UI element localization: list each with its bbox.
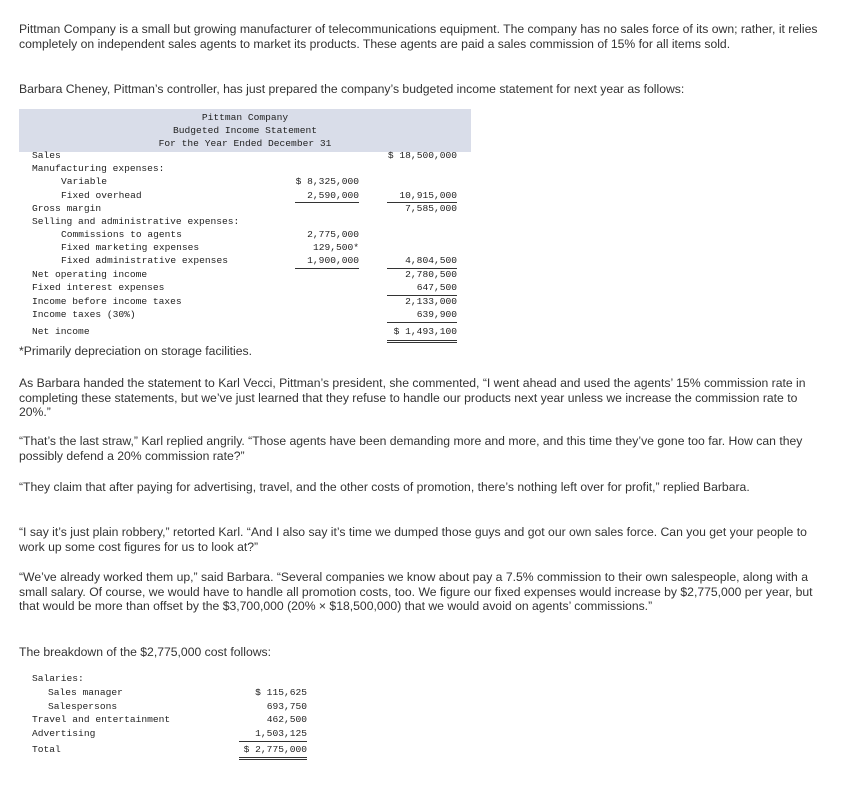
statement-row-detail-amount: 129,500* [312, 242, 359, 253]
statement-row [19, 229, 471, 242]
statement-row [19, 309, 471, 322]
statement-row-label: Selling and administrative expenses: [32, 216, 240, 227]
breakdown-row-label: Total [32, 744, 61, 755]
statement-row-total-amount: 7,585,000 [405, 203, 457, 214]
statement-row [19, 176, 471, 189]
breakdown-row [25, 673, 325, 686]
underline-selling-admin-total [387, 268, 457, 269]
statement-row [19, 255, 471, 268]
statement-row [19, 326, 471, 339]
underline-manufacturing-total [387, 202, 457, 203]
statement-row-detail-amount: 2,775,000 [307, 229, 359, 240]
breakdown-row-label: Sales manager [48, 687, 123, 698]
double-underline-net-income [387, 340, 457, 343]
statement-row-label: Manufacturing expenses: [32, 163, 165, 174]
statement-row-label: Net operating income [32, 269, 148, 280]
dialogue-paragraph-3: “They claim that after paying for advertising, travel, and the other costs of promotion, there’s nothing left over for profit,” replied Barbara. [19, 480, 750, 494]
underline-fixed-overhead [295, 202, 359, 203]
statement-row [19, 216, 471, 229]
breakdown-row-label: Salaries: [32, 673, 84, 684]
intro-paragraph-2: Barbara Cheney, Pittman’s controller, has just prepared the company’s budgeted income statement for next year as follows: [19, 82, 685, 96]
statement-row-label: Fixed overhead [61, 190, 142, 201]
breakdown-row-amount: 1,503,125 [255, 728, 307, 739]
statement-header [19, 109, 471, 152]
statement-row-total-amount: 639,900 [416, 309, 457, 320]
dialogue-paragraph-1: As Barbara handed the statement to Karl Vecci, Pittman’s president, she commented, “I went ahead and used the agents’ 15% commission rate in completing these statements, but we’ve just learned that they refuse to handle our products next year unless we increase the commission rate to 20%.” [19, 376, 806, 420]
breakdown-row [25, 714, 325, 727]
statement-row-label: Income taxes (30%) [32, 309, 136, 320]
underline-taxes [387, 322, 457, 323]
statement-row-total-amount: 2,133,000 [405, 296, 457, 307]
statement-row-detail-amount: 2,590,000 [307, 190, 359, 201]
statement-row-label: Fixed administrative expenses [61, 255, 228, 266]
statement-row-total-amount: $ 18,500,000 [387, 150, 457, 161]
intro-paragraph-1: Pittman Company is a small but growing manufacturer of telecommunications equipment. The company has no sales force of its own; rather, it relies completely on independent sales agents to market its products. These agents are paid a sales commission of 15% for all items sold. [19, 22, 818, 51]
statement-row-total-amount: 4,804,500 [405, 255, 457, 266]
breakdown-row-amount: $ 2,775,000 [243, 744, 307, 755]
statement-row [19, 203, 471, 216]
breakdown-row [25, 687, 325, 700]
statement-row-label: Sales [32, 150, 61, 161]
underline-interest [387, 295, 457, 296]
statement-row [19, 282, 471, 295]
statement-row [19, 242, 471, 255]
breakdown-row-label: Advertising [32, 728, 96, 739]
breakdown-row-label: Travel and entertainment [32, 714, 171, 725]
breakdown-row-label: Salespersons [48, 701, 118, 712]
underline-advertising [239, 741, 307, 742]
statement-title: Budgeted Income Statement [173, 125, 317, 136]
dialogue-paragraph-5: “We’ve already worked them up,” said Barbara. “Several companies we know about pay a 7.5% commission to their own salespeople, along with a small salary. Of course, we would have to handle all promotion costs, too. We figure our fixed expenses would increase by $2,775,000 per year, but that would be more than offset by the $3,700,000 (20% × $18,500,000) that we would avoid on agents’ commissions.” [19, 570, 813, 614]
breakdown-row [25, 701, 325, 714]
statement-row-detail-amount: 1,900,000 [307, 255, 359, 266]
statement-row-total-amount: 647,500 [416, 282, 457, 293]
statement-row-detail-amount: $ 8,325,000 [295, 176, 359, 187]
statement-row-label: Fixed marketing expenses [61, 242, 200, 253]
dialogue-paragraph-2: “That’s the last straw,” Karl replied angrily. “Those agents have been demanding more and more, and this time they’ve gone too far. How can they possibly defend a 20% commission rate?” [19, 434, 803, 463]
breakdown-row [25, 744, 325, 757]
breakdown-row-amount: 693,750 [266, 701, 307, 712]
statement-row [19, 269, 471, 282]
breakdown-row-amount: 462,500 [266, 714, 307, 725]
statement-company: Pittman Company [201, 112, 289, 123]
statement-row-total-amount: 10,915,000 [399, 190, 457, 201]
statement-row-label: Gross margin [32, 203, 102, 214]
statement-row [19, 150, 471, 163]
statement-period: For the Year Ended December 31 [158, 138, 332, 149]
statement-row [19, 296, 471, 309]
statement-row-label: Net income [32, 326, 90, 337]
dialogue-paragraph-4: “I say it’s just plain robbery,” retorted Karl. “And I also say it’s time we dumped those guys and got our own sales force. Can you get your people to work up some cost figures for us to look at?” [19, 525, 807, 554]
double-underline-total [239, 757, 307, 760]
dialogue-paragraph-6: The breakdown of the $2,775,000 cost follows: [19, 645, 272, 659]
statement-row-label: Income before income taxes [32, 296, 182, 307]
statement-row-label: Variable [61, 176, 108, 187]
statement-row-label: Commissions to agents [61, 229, 182, 240]
breakdown-row-amount: $ 115,625 [255, 687, 307, 698]
statement-footnote: *Primarily depreciation on storage facilities. [19, 344, 253, 358]
statement-row-total-amount: $ 1,493,100 [393, 326, 457, 337]
statement-row [19, 163, 471, 176]
statement-row-total-amount: 2,780,500 [405, 269, 457, 280]
breakdown-row [25, 728, 325, 741]
statement-row-label: Fixed interest expenses [32, 282, 165, 293]
underline-fixed-admin [295, 268, 359, 269]
